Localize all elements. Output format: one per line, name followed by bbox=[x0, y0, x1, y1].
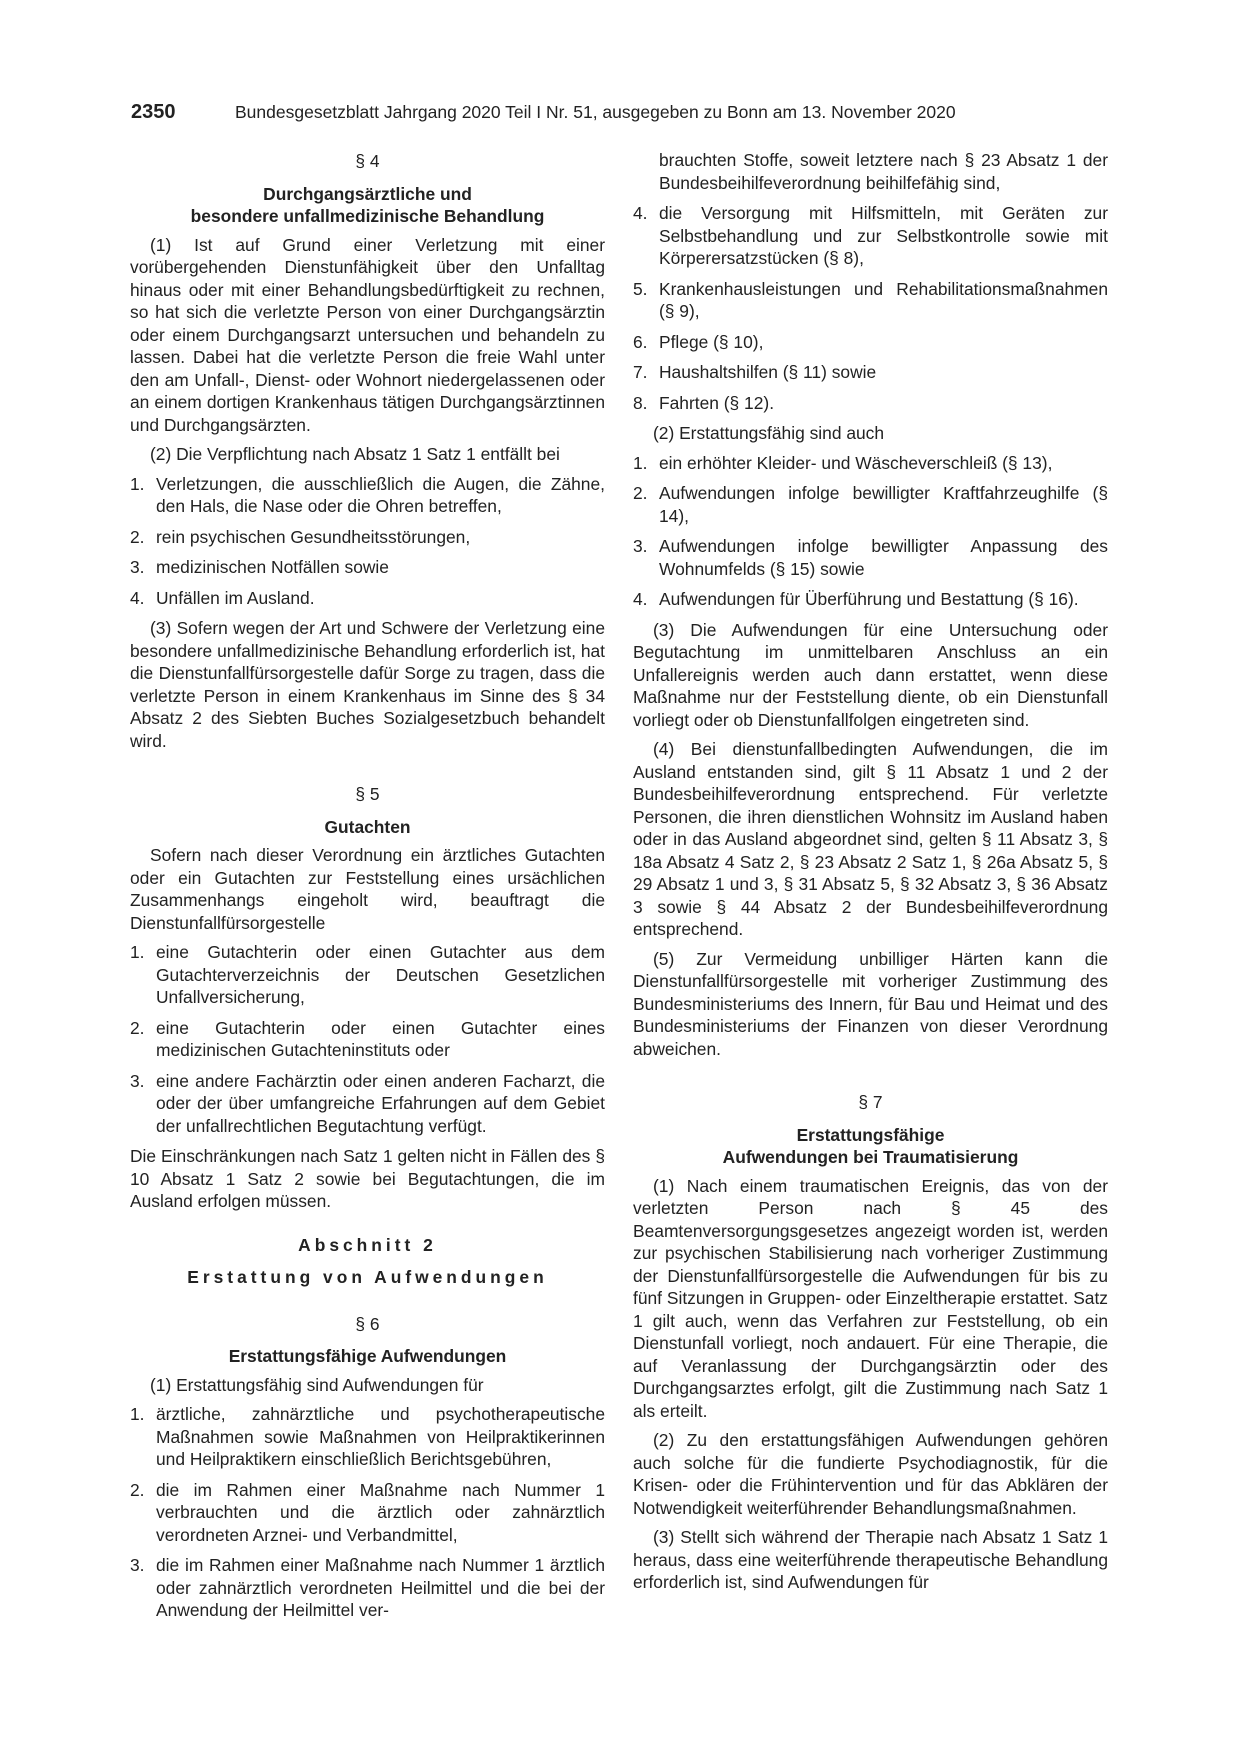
section-7-title-line-1: Erstattungsfähige bbox=[796, 1124, 945, 1145]
list-item-text: Krankenhausleistungen und Rehabilitationsmaßnahmen (§ 9), bbox=[659, 278, 1108, 321]
list-item-number: 1. bbox=[633, 452, 648, 473]
list-item-number: 3. bbox=[130, 1070, 145, 1091]
list-item-text: rein psychischen Gesundheitsstörungen, bbox=[156, 526, 471, 547]
list-item-number: 4. bbox=[633, 203, 648, 223]
list-item-number: 2. bbox=[130, 526, 145, 547]
section-7-number: § 7 bbox=[858, 1092, 883, 1112]
list-item-number: 8. bbox=[633, 392, 648, 413]
list-item-text: die im Rahmen einer Maßnahme nach Nummer 1 verbrauchten und die ärztlich oder zahnärztlich verordneten Arznei- und Verbandmittel, bbox=[156, 1479, 605, 1545]
list-item-text: Aufwendungen für Überführung und Bestattung (§ 16). bbox=[659, 589, 1079, 609]
list-item-text: eine Gutachterin oder einen Gutachter eines medizinischen Gutachteninstituts oder bbox=[156, 1017, 605, 1060]
section-5-list bbox=[130, 941, 605, 1137]
list-item bbox=[130, 1017, 605, 1062]
section-4-paragraph-1: (1) Ist auf Grund einer Verletzung mit einer vorübergehenden Dienstunfähigkeit über den Unfalltag hinaus oder mit einer Behandlungsbedürftigkeit zu rechnen, so hat sich die verletzte Person von einer Durchgangsärztin oder einem Durchgangsarzt untersuchen und behandeln zu lassen. Dabei hat die verletzte Person die freie Wahl unter den am Unfall-, Dienst- oder Wohnort niedergelassenen oder an einem dortigen Krankenhaus tätigen Durchgangsärztinnen und Durchgangsärzten. bbox=[130, 234, 605, 435]
list-item-number: 3. bbox=[633, 536, 648, 556]
section-7-paragraph-3: (3) Stellt sich während der Therapie nach Absatz 1 Satz 1 heraus, dass eine weiterführende therapeutische Behandlung erforderlich ist, sind Aufwendungen für bbox=[633, 1527, 1108, 1592]
list-item-text: eine andere Fachärztin oder einen anderen Facharzt, die oder der über umfangreiche Erfahrungen auf dem Gebiet der unfallrechtlichen Begutachtung verfügt. bbox=[156, 1070, 605, 1136]
section-5-paragraph-2: Die Einschränkungen nach Satz 1 gelten nicht in Fällen des § 10 Absatz 1 Satz 2 sowie bei Begutachtungen, die im Ausland erfolgen müssen. bbox=[130, 1146, 605, 1211]
list-item-number: 1. bbox=[130, 1404, 145, 1424]
section-6-list-continued bbox=[633, 202, 1108, 414]
list-item-number: 4. bbox=[130, 587, 145, 608]
section-7-paragraph-1: (1) Nach einem traumatischen Ereignis, das von der verletzten Person nach § 45 des Beamtenversorgungsgesetzes angezeigt worden ist, werden zur psychischen Stabilisierung nach vorheriger Zustimmung der Dienstunfallfürsorgestelle die Aufwendungen für bis zu fünf Sitzungen in Gruppen- oder Einzeltherapie erstattet. Satz 1 gilt auch, wenn das Verfahren zur Feststellung, ob ein Dienstunfall vorliegt, noch andauert. Für eine Therapie, die auf Veranlassung der Durchgangsärztin oder des Durchgangsarztes erfolgt, gilt die Zustimmung nach Satz 1 als erteilt. bbox=[633, 1175, 1108, 1421]
list-item bbox=[633, 278, 1108, 323]
chapter-heading: Abschnitt 2 bbox=[298, 1234, 437, 1255]
list-item-text: Pflege (§ 10), bbox=[659, 331, 764, 352]
section-5-paragraph-1: Sofern nach dieser Verordnung ein ärztliches Gutachten oder ein Gutachten zur Feststellung eines ursächlichen Zusammenhangs eingeholt wird, beauftragt die Dienstunfallfürsorgestelle bbox=[130, 845, 605, 933]
list-item bbox=[130, 1479, 605, 1547]
section-6-title: Erstattungsfähige Aufwendungen bbox=[228, 1346, 507, 1366]
list-item-text: Fahrten (§ 12). bbox=[659, 392, 775, 413]
list-item bbox=[633, 535, 1108, 580]
section-4-title-line-2: besondere unfallmedizinische Behandlung bbox=[190, 206, 545, 226]
list-item-text: Aufwendungen infolge bewilligter Anpassung des Wohnumfelds (§ 15) sowie bbox=[659, 536, 1108, 579]
list-item-text: ärztliche, zahnärztliche und psychotherapeutische Maßnahmen sowie Maßnahmen von Heilpraktikerinnen und Heilpraktikern einschließlich Berichtsgebühren, bbox=[156, 1404, 605, 1469]
section-6-list bbox=[130, 1403, 605, 1622]
section-6-paragraph-1: (1) Erstattungsfähig sind Aufwendungen für bbox=[150, 1374, 484, 1395]
list-item bbox=[633, 202, 1108, 270]
chapter-title: Erstattung von Aufwendungen bbox=[187, 1267, 548, 1287]
section-4-list bbox=[130, 473, 605, 610]
list-item-number: 7. bbox=[633, 362, 648, 382]
list-item-text: die im Rahmen einer Maßnahme nach Nummer 1 ärztlich oder zahnärztlich verordneten Heilmittel und die bei der Anwendung der Heilmittel ver- bbox=[156, 1555, 605, 1620]
section-6-paragraph-5: (5) Zur Vermeidung unbilliger Härten kann die Dienstunfallfürsorgestelle mit vorheriger Zustimmung des Bundesministeriums des Innern, für Bau und Heimat und des Bundesministeriums der Finanzen von dieser Verordnung abweichen. bbox=[633, 948, 1108, 1059]
list-item-text: ein erhöhter Kleider- und Wäscheverschleiß (§ 13), bbox=[659, 452, 1053, 473]
list-item-number: 2. bbox=[130, 1479, 145, 1500]
list-item bbox=[130, 526, 605, 549]
list-item bbox=[130, 473, 605, 518]
list-item-number: 3. bbox=[130, 557, 145, 577]
list-item-number: 3. bbox=[130, 1555, 145, 1575]
list-item-text: Haushaltshilfen (§ 11) sowie bbox=[659, 362, 877, 382]
list-item-number: 2. bbox=[130, 1017, 145, 1038]
list-item-text: Aufwendungen infolge bewilligter Kraftfahrzeughilfe (§ 14), bbox=[659, 483, 1108, 526]
section-7-title-line-2: Aufwendungen bei Traumatisierung bbox=[722, 1147, 1019, 1167]
list-item-number: 2. bbox=[633, 483, 648, 503]
section-7-paragraph-2: (2) Zu den erstattungsfähigen Aufwendungen gehören auch solche für die fundierte Psychodiagnostik, für die Krisen- oder die Frühintervention und für das Abklären der Notwendigkeit weiterführender Behandlungsmaßnahmen. bbox=[633, 1430, 1108, 1518]
section-6-paragraph-3: (3) Die Aufwendungen für eine Untersuchung oder Begutachtung im unmittelbaren Anschluss an ein Unfallereignis werden auch dann erstattet, wenn diese Maßnahme nur der Feststellung diente, ob ein Dienstunfall vorliegt oder ob Dienstunfallfolgen eingetreten sind. bbox=[633, 619, 1108, 730]
list-item bbox=[130, 1070, 605, 1138]
gazette-title: Bundesgesetzblatt Jahrgang 2020 Teil I Nr. 51, ausgegeben zu Bonn am 13. November 2020 bbox=[235, 102, 956, 122]
section-6-list-2 bbox=[633, 452, 1108, 611]
list-item-continuation bbox=[633, 149, 1108, 194]
list-item-number: 1. bbox=[130, 473, 145, 494]
list-item-text: medizinischen Notfällen sowie bbox=[156, 557, 389, 577]
section-5-title: Gutachten bbox=[324, 816, 411, 837]
list-item bbox=[633, 588, 1108, 611]
list-item-number: 4. bbox=[633, 589, 648, 609]
list-item bbox=[633, 331, 1108, 354]
list-item bbox=[130, 556, 605, 579]
page-number: 2350 bbox=[131, 101, 176, 123]
section-4-number: § 4 bbox=[355, 151, 380, 171]
list-item-text: eine Gutachterin oder einen Gutachter aus dem Gutachterverzeichnis der Deutschen Gesetzlichen Unfallversicherung, bbox=[156, 942, 605, 1007]
list-item bbox=[130, 1554, 605, 1622]
list-item-text: die Versorgung mit Hilfsmitteln, mit Geräten zur Selbstbehandlung und zur Selbstkontrolle sowie mit Körperersatzstücken (§ 8), bbox=[659, 203, 1108, 268]
list-item-text: Unfällen im Ausland. bbox=[156, 587, 315, 608]
list-item-number: 6. bbox=[633, 331, 648, 352]
page-header bbox=[131, 98, 1111, 126]
list-item-text: Verletzungen, die ausschließlich die Augen, die Zähne, den Hals, die Nase oder die Ohren betreffen, bbox=[156, 473, 605, 516]
list-item bbox=[633, 482, 1108, 527]
section-4-paragraph-2: (2) Die Verpflichtung nach Absatz 1 Satz 1 entfällt bei bbox=[150, 444, 560, 464]
list-item bbox=[633, 452, 1108, 475]
section-4-paragraph-3: (3) Sofern wegen der Art und Schwere der Verletzung eine besondere unfallmedizinische Behandlung erforderlich ist, hat die Dienstunfallfürsorgestelle dafür Sorge zu tragen, dass die verletzte Person in einem Krankenhaus im Sinne des § 34 Absatz 2 des Siebten Buches Sozialgesetzbuch behandelt wird. bbox=[130, 618, 605, 751]
section-6-number: § 6 bbox=[355, 1313, 380, 1334]
list-item bbox=[130, 1403, 605, 1471]
list-item-text: brauchten Stoffe, soweit letztere nach § 23 Absatz 1 der Bundesbeihilfeverordnung beihilfefähig sind, bbox=[659, 150, 1108, 193]
list-item-number: 1. bbox=[130, 942, 145, 962]
left-column bbox=[130, 150, 605, 1630]
list-item-number: 5. bbox=[633, 278, 648, 299]
list-item bbox=[633, 392, 1108, 415]
list-item bbox=[633, 361, 1108, 384]
section-6-paragraph-2: (2) Erstattungsfähig sind auch bbox=[653, 423, 885, 443]
list-item bbox=[130, 587, 605, 610]
right-column bbox=[633, 149, 1108, 1601]
section-4-title-line-1: Durchgangsärztliche und bbox=[263, 183, 472, 204]
section-5-number: § 5 bbox=[355, 784, 380, 804]
section-6-paragraph-4: (4) Bei dienstunfallbedingten Aufwendungen, die im Ausland entstanden sind, gilt § 11 Absatz 1 und 2 der Bundesbeihilfeverordnung entsprechend. Für verletzte Personen, die ihren dienstlichen Wohnsitz im Ausland haben oder in das Ausland abgeordnet sind, gelten § 11 Absatz 3, § 18a Absatz 4 Satz 2, § 23 Absatz 2 Satz 1, § 26a Absatz 5, § 29 Absatz 1 und 3, § 31 Absatz 5, § 32 Absatz 3, § 36 Absatz 3 sowie § 44 Absatz 2 der Bundesbeihilfeverordnung entsprechend. bbox=[633, 739, 1108, 939]
list-item bbox=[130, 941, 605, 1009]
